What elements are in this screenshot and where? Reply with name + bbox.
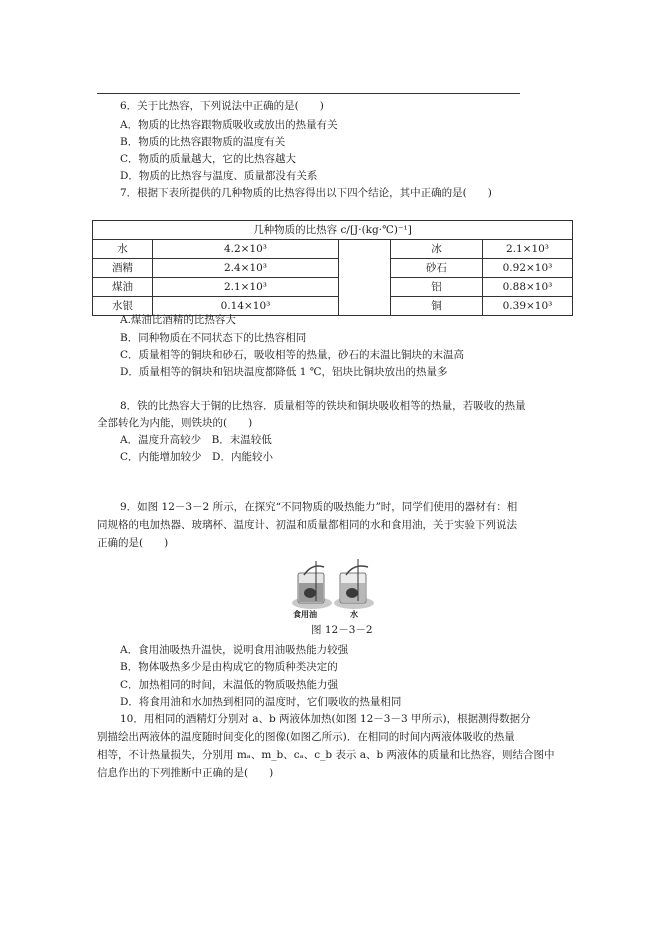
left-substance: 水 — [93, 240, 153, 259]
table-title: 几种物质的比热容 c/[J·(kg·℃)⁻¹] — [93, 221, 573, 240]
table-row — [93, 240, 573, 259]
right-value: 0.88×10³ — [483, 278, 573, 297]
q10-stem-line-3: 相等，不计热量损失，分别用 mₐ、m_b、cₐ、c_b 表示 a、b 两液体的质量和比热容，则结合图中 — [97, 749, 555, 761]
left-heater — [304, 588, 316, 598]
table-spacer — [339, 240, 391, 316]
q6-stem: 6．关于比热容，下列说法中正确的是( ) — [120, 100, 324, 112]
left-value: 0.14×10³ — [153, 297, 339, 316]
q8-options-row-1: A．温度升高较少 B．末温较低 — [120, 434, 272, 446]
table-row — [93, 278, 573, 297]
right-substance: 冰 — [391, 240, 483, 259]
q10-stem-line-1: 10．用相同的酒精灯分别对 a、b 两液体加热(如图 12－3－3 甲所示)，根据测得数据分 — [120, 713, 531, 725]
q7-stem: 7．根据下表所提供的几种物质的比热容得出以下四个结论，其中正确的是( ) — [120, 187, 492, 199]
left-substance: 水银 — [93, 297, 153, 316]
q8-stem-line-1: 8．铁的比热容大于铜的比热容．质量相等的铁块和铜块吸收相等的热量，若吸收的热量 — [120, 400, 526, 412]
header-rule — [97, 93, 520, 94]
q6-option-a: A．物质的比热容跟物质吸收或放出的热量有关 — [120, 119, 338, 131]
q7-option-d: D．质量相等的铜块和铝块温度都降低 1 ℃，铝块比铜块放出的热量多 — [120, 366, 448, 378]
q10-stem-line-4: 信息作出的下列推断中正确的是( ) — [97, 767, 274, 779]
q9-option-b: B．物体吸热多少是由构成它的物质种类决定的 — [120, 661, 338, 673]
figure-label-water: 水 — [350, 610, 358, 619]
q9-stem-line-2: 同规格的电加热器、玻璃杯、温度计、初温和质量都相同的水和食用油，关于实验下列说法 — [97, 519, 517, 531]
q8-options-row-2: C．内能增加较少 D．内能较小 — [120, 451, 273, 463]
right-value: 0.92×10³ — [483, 259, 573, 278]
q10-stem-line-2: 别描绘出两液体的温度随时间变化的图像(如图乙所示)．在相同的时间内两液体吸收的热量 — [97, 731, 515, 743]
figure-label-oil: 食用油 — [293, 610, 317, 619]
right-substance: 铝 — [391, 278, 483, 297]
q8-stem-line-2: 全部转化为内能，则铁块的( ) — [97, 417, 253, 429]
left-value: 2.1×10³ — [153, 278, 339, 297]
right-value: 0.39×10³ — [483, 297, 573, 316]
left-substance: 酒精 — [93, 259, 153, 278]
q6-option-d: D．物质的比热容与温度、质量都没有关系 — [120, 170, 318, 182]
q6-option-c: C．物质的质量越大，它的比热容越大 — [120, 153, 297, 165]
q9-stem-line-3: 正确的是( ) — [97, 537, 169, 549]
q7-option-b: B．同种物质在不同状态下的比热容相同 — [120, 332, 307, 344]
table-title-row — [93, 221, 573, 240]
left-value: 4.2×10³ — [153, 240, 339, 259]
figure-caption: 图 12－3－2 — [311, 624, 373, 636]
left-substance: 煤油 — [93, 278, 153, 297]
right-value: 2.1×10³ — [483, 240, 573, 259]
q7-option-a: A.煤油比酒精的比热容大 — [120, 314, 236, 326]
q9-option-a: A．食用油吸热升温快，说明食用油吸热能力较强 — [120, 644, 349, 656]
right-substance: 铜 — [391, 297, 483, 316]
q9-stem-line-1: 9．如图 12－3－2 所示，在探究“不同物质的吸热能力”时，同学们使用的器材有：相 — [120, 501, 518, 513]
right-substance: 砂石 — [391, 259, 483, 278]
q9-option-d: D．将食用油和水加热到相同的温度时，它们吸收的热量相同 — [120, 696, 402, 708]
right-heater — [346, 588, 358, 598]
table-row — [93, 259, 573, 278]
specific-heat-table — [92, 220, 573, 316]
left-value: 2.4×10³ — [153, 259, 339, 278]
q9-option-c: C．加热相同的时间，末温低的物质吸热能力强 — [120, 679, 339, 691]
q6-option-b: B．物质的比热容跟物质的温度有关 — [120, 136, 286, 148]
q7-option-c: C．质量相等的铜块和砂石，吸收相等的热量，砂石的末温比铜块的末温高 — [120, 349, 465, 361]
